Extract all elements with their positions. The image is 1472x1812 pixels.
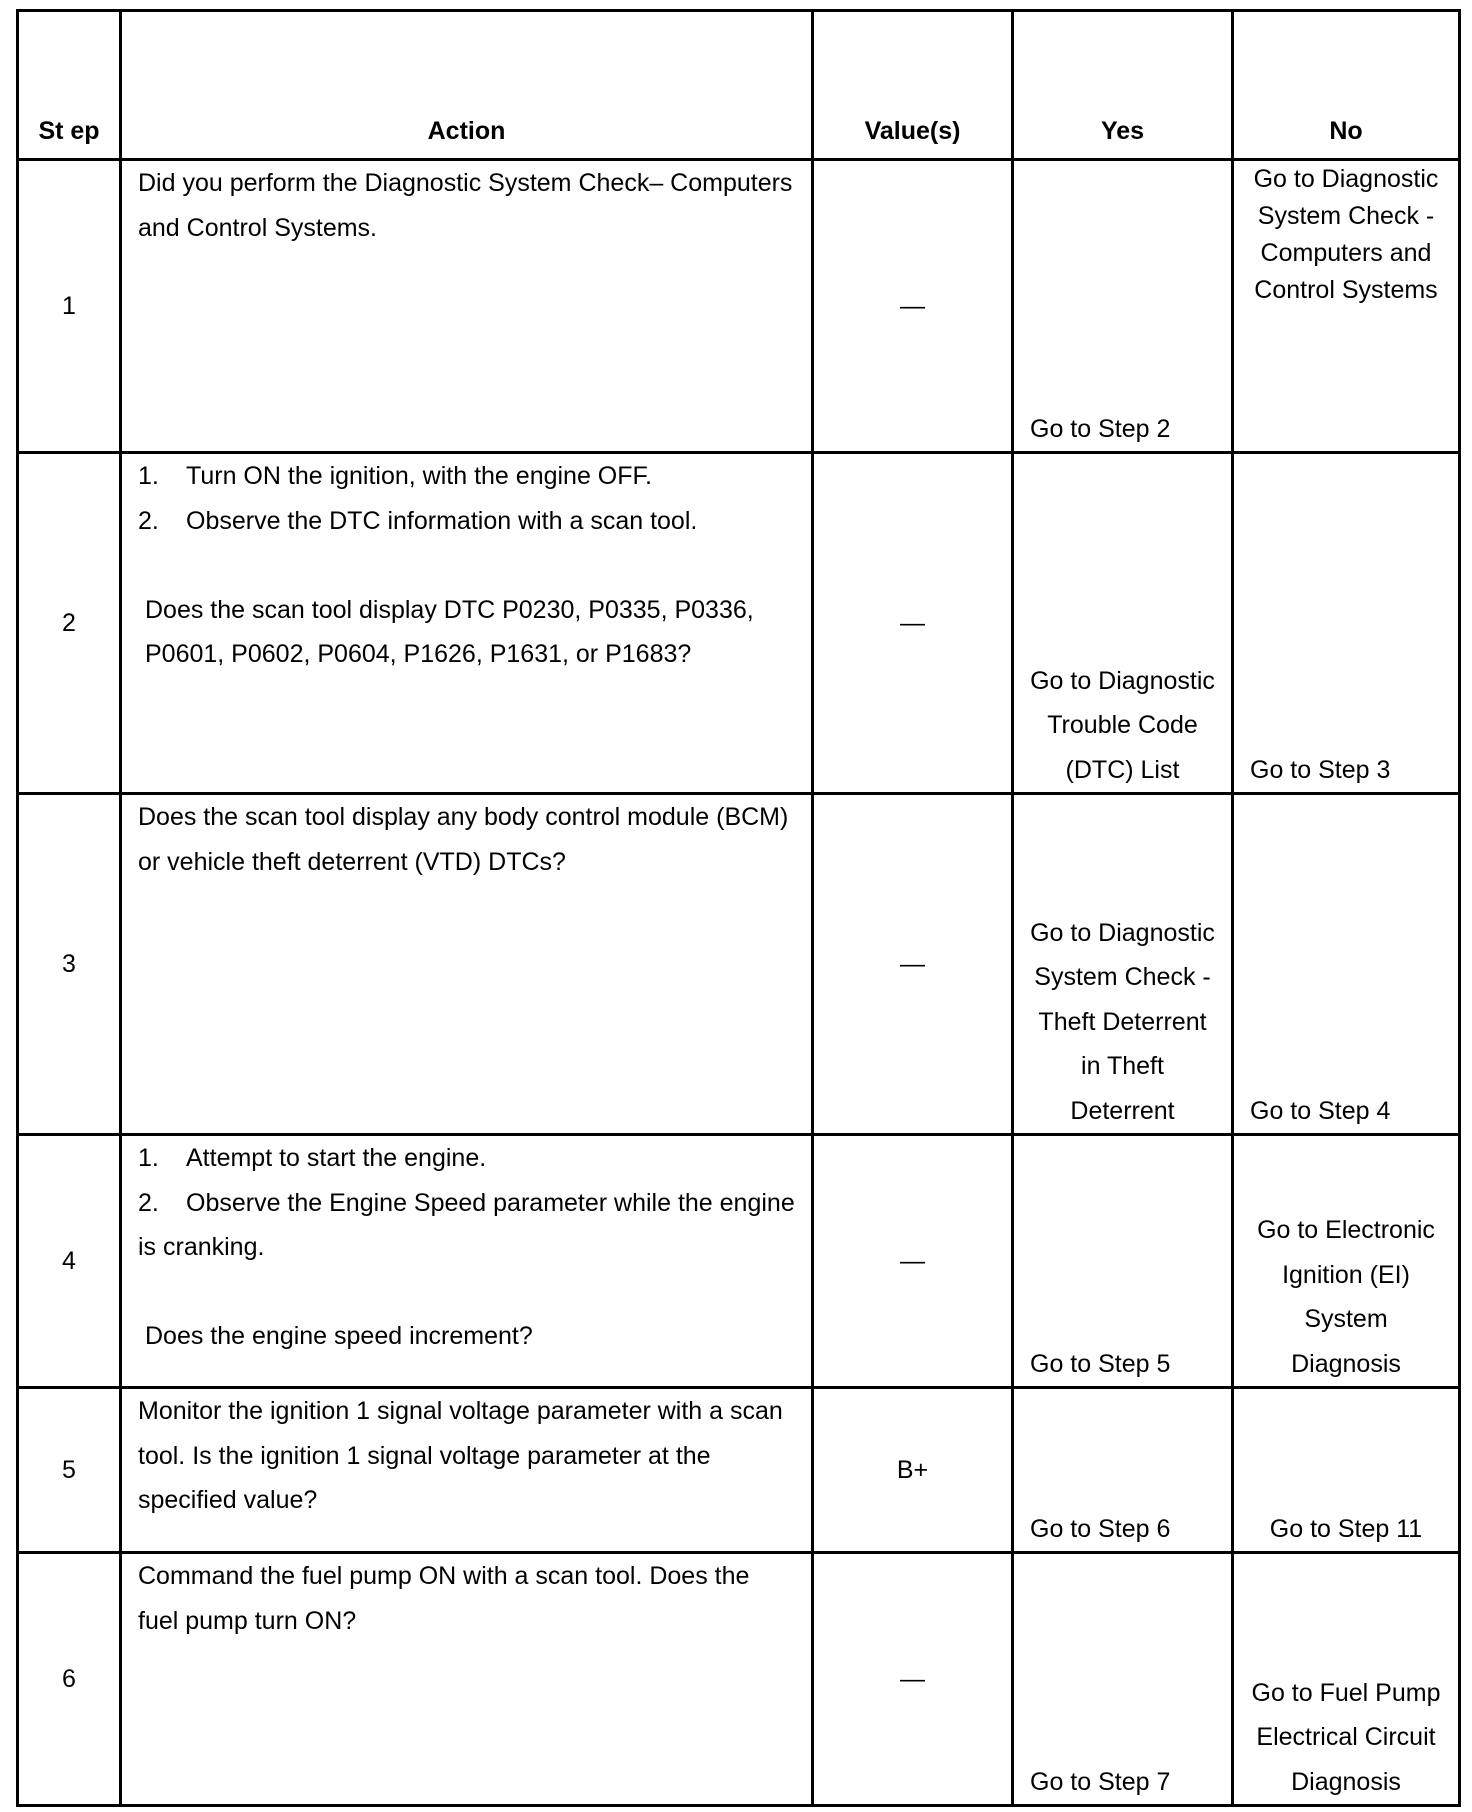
header-step: St ep [18,11,121,160]
action-list [138,454,795,543]
no-cell: Go to Step 4 [1233,794,1460,1135]
list-item [138,499,795,544]
yes-cell: Go to Step 5 [1013,1135,1233,1388]
value-cell: — [813,453,1013,794]
table-row [18,1388,1460,1553]
header-yes: Yes [1013,11,1233,160]
list-text: Attempt to start the engine. [186,1144,487,1172]
table-row [18,1553,1460,1806]
action-list [138,1136,795,1270]
header-no: No [1233,11,1460,160]
step-number: 6 [18,1553,121,1806]
action-text: Does the scan tool display any body control module (BCM) or vehicle theft deterrent (VTD) DTCs? [121,794,813,1135]
yes-cell: Go to Diagnostic System Check - Theft Deterrent in Theft Deterrent [1013,794,1233,1135]
value-cell: B+ [813,1388,1013,1553]
no-cell: Go to Diagnostic System Check - Computers and Control Systems [1233,160,1460,453]
step-number: 4 [18,1135,121,1388]
action-question: Does the scan tool display DTC P0230, P0335, P0336, P0601, P0602, P0604, P1626, P1631, or P1683? [145,595,754,668]
yes-cell: Go to Diagnostic Trouble Code (DTC) List [1013,453,1233,794]
table-row [18,160,1460,453]
action-cell [121,1135,813,1388]
action-text: Monitor the ignition 1 signal voltage parameter with a scan tool. Is the ignition 1 signal voltage parameter at the specified value? [121,1388,813,1553]
table-row [18,794,1460,1135]
list-item [138,1181,795,1270]
step-number: 1 [18,160,121,453]
value-cell: — [813,160,1013,453]
list-number: 2. [138,1188,159,1217]
list-text: Observe the DTC information with a scan tool. [186,506,698,535]
header-values: Value(s) [813,11,1013,160]
diagnostic-table [16,9,1461,1807]
list-number: 1. [138,1144,159,1172]
table-row [18,1135,1460,1388]
list-text: Observe the Engine Speed parameter while the engine is cranking. [138,1188,795,1261]
action-cell [121,453,813,794]
value-cell: — [813,1135,1013,1388]
table-row [18,453,1460,794]
action-text: Did you perform the Diagnostic System Check– Computers and Control Systems. [121,160,813,453]
header-row [18,11,1460,160]
list-text: Turn ON the ignition, with the engine OFF. [186,462,652,490]
list-number: 1. [138,462,159,490]
yes-cell: Go to Step 7 [1013,1553,1233,1806]
value-cell: — [813,794,1013,1135]
list-item [138,1136,795,1181]
list-number: 2. [138,506,159,535]
step-number: 3 [18,794,121,1135]
step-number: 2 [18,453,121,794]
step-number: 5 [18,1388,121,1553]
value-cell: — [813,1553,1013,1806]
no-cell: Go to Fuel Pump Electrical Circuit Diagnosis [1233,1553,1460,1806]
header-action: Action [121,11,813,160]
no-cell: Go to Electronic Ignition (EI) System Diagnosis [1233,1135,1460,1388]
yes-cell: Go to Step 2 [1013,160,1233,453]
yes-cell: Go to Step 6 [1013,1388,1233,1553]
no-cell: Go to Step 11 [1233,1388,1460,1553]
action-question: Does the engine speed increment? [145,1322,533,1350]
action-text: Command the fuel pump ON with a scan tool. Does the fuel pump turn ON? [121,1553,813,1806]
list-item [138,454,795,499]
no-cell: Go to Step 3 [1233,453,1460,794]
